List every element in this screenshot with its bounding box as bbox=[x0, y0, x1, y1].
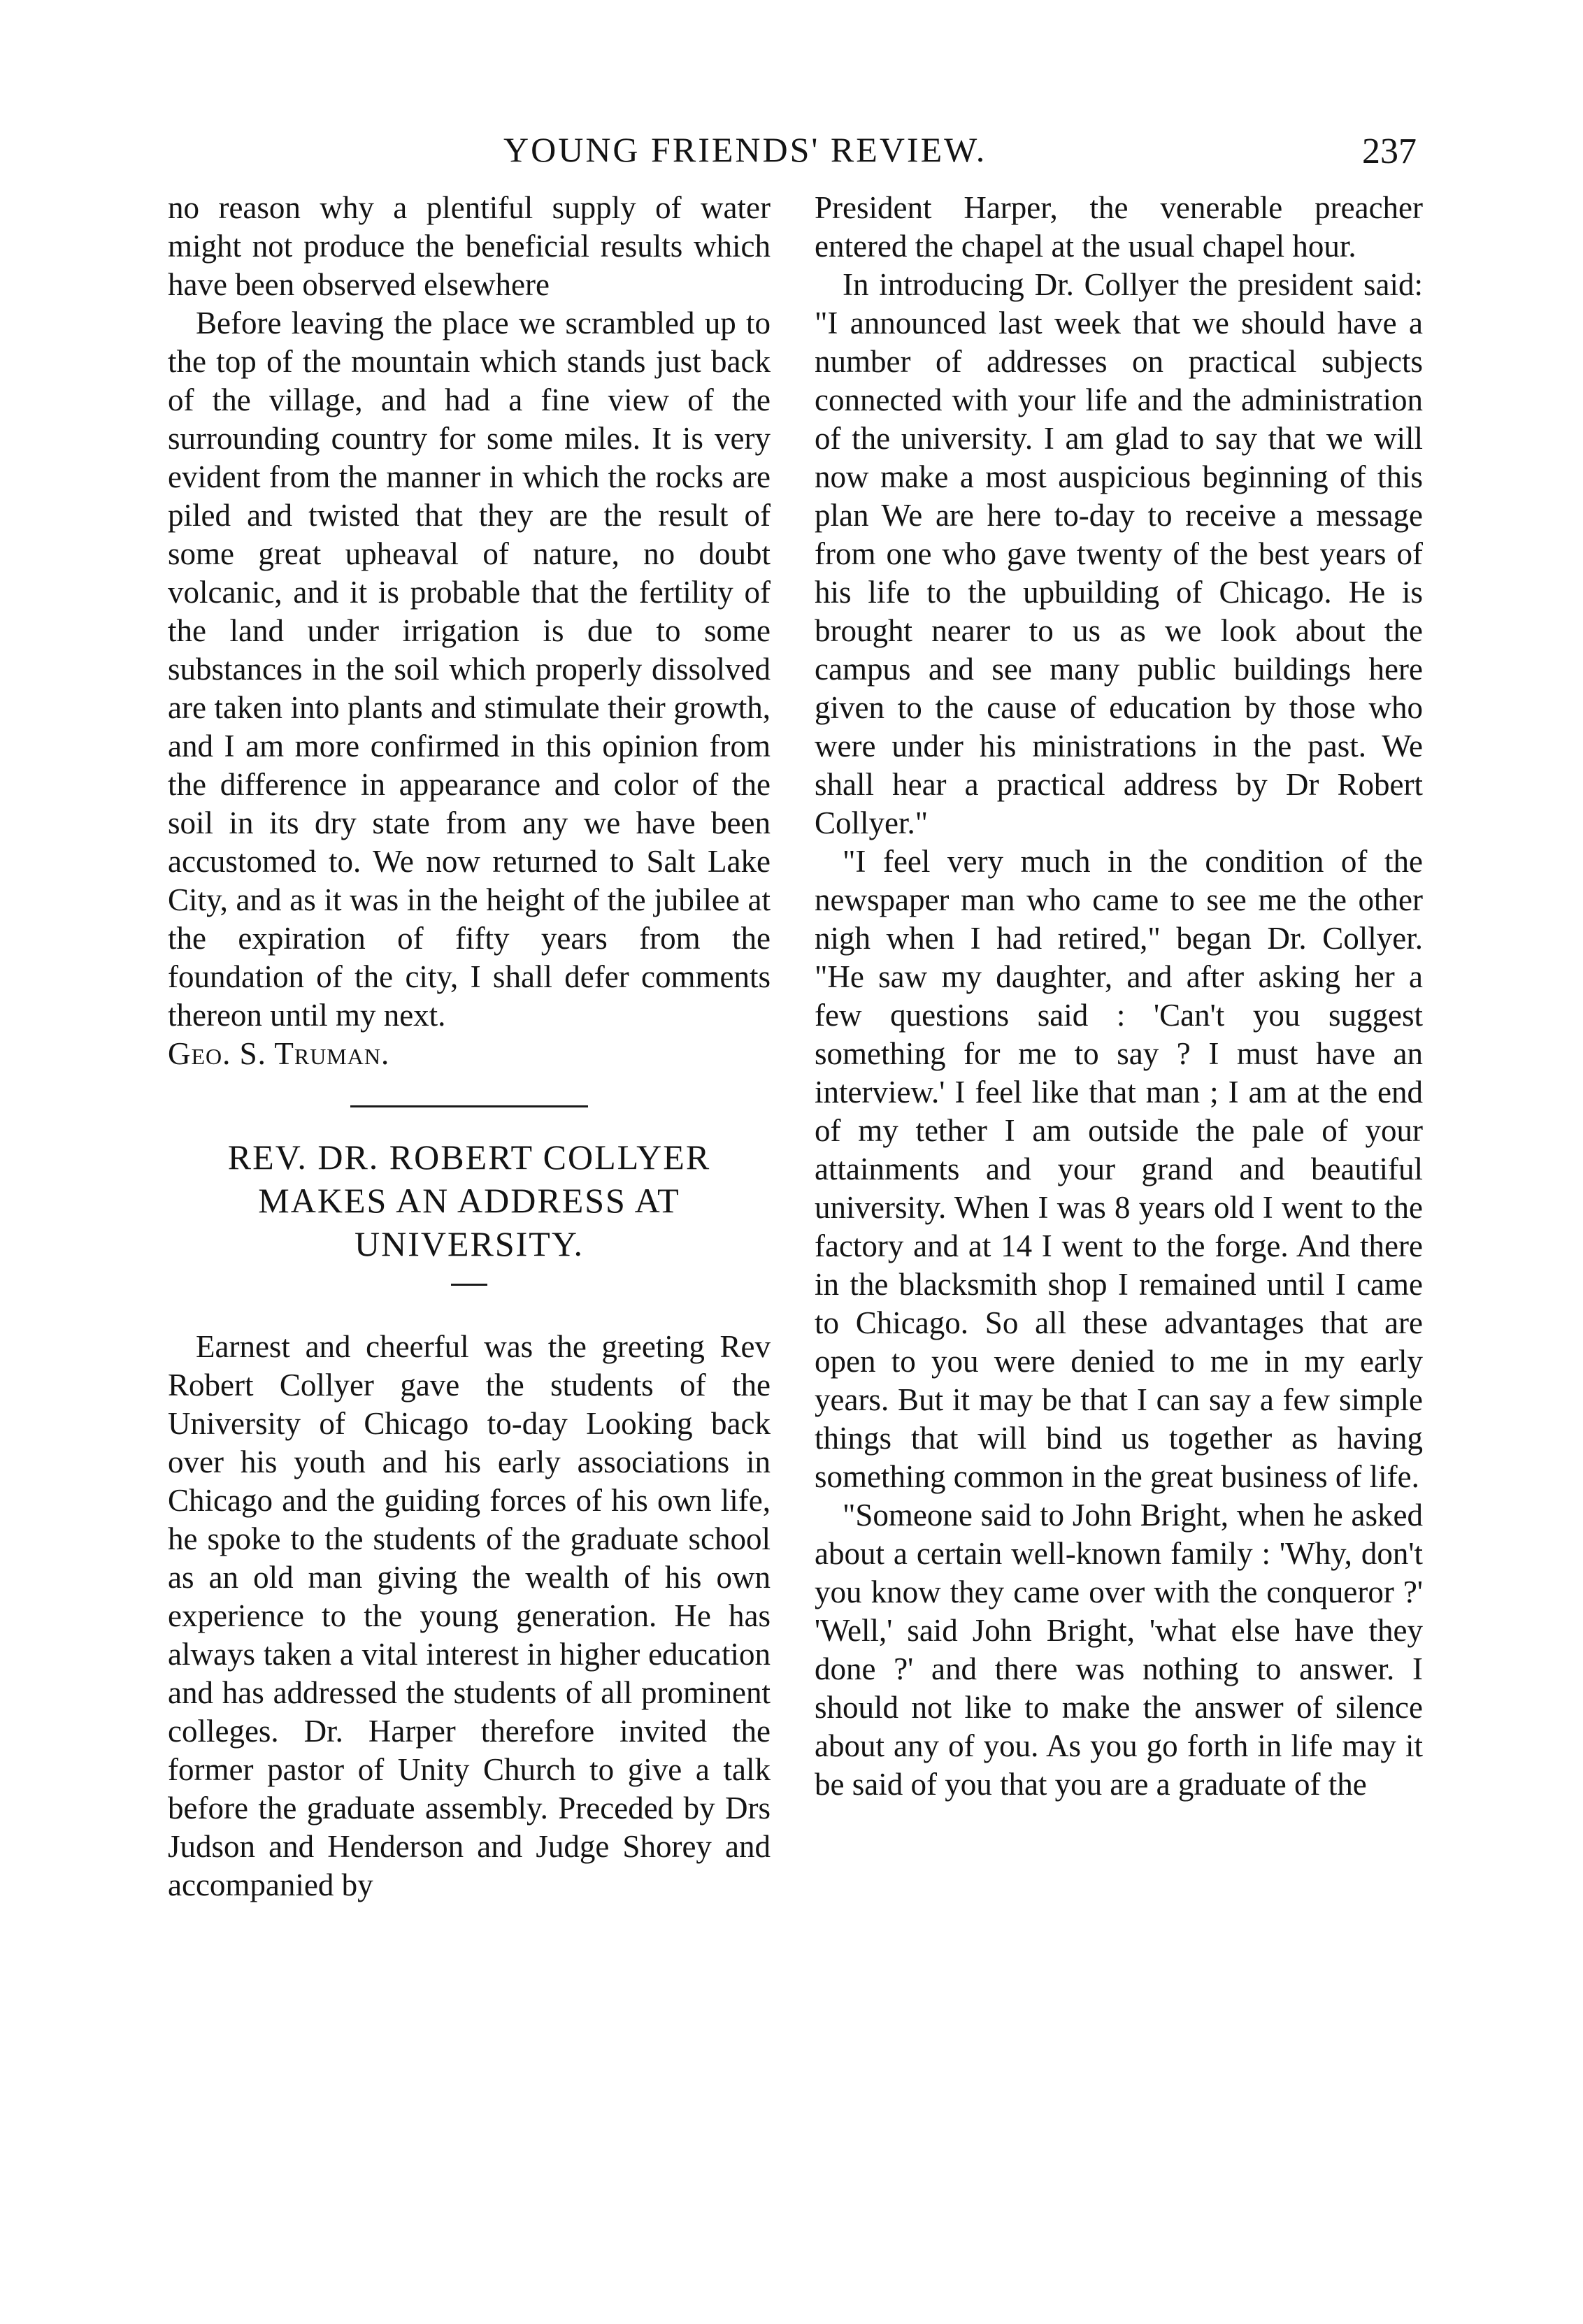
left-column bbox=[168, 189, 771, 1905]
right-column bbox=[815, 189, 1423, 1804]
section-divider bbox=[350, 1105, 588, 1107]
page-header bbox=[0, 129, 1583, 180]
page-number: 237 bbox=[1362, 131, 1417, 171]
paragraph: no reason why a plentiful supply of water might not produce the beneficial results which have been observed elsewhere bbox=[168, 190, 771, 302]
title-divider bbox=[451, 1284, 487, 1286]
paragraph: "I feel very much in the condition of the newspaper man who came to see me the other nigh when I had retired," began Dr. Collyer. "He saw my daughter, and after asking her a few questions said : 'Can't you suggest something for me to say ? I must have an interview.' I feel like that man ; I am at the end of my tether I am outside the pale of your attainments and your grand and beautiful university. When I was 8 years old I went to the factory and at 14 I went to the forge. And there in the blacksmith shop I remained until I came to Chicago. So all these advantages that are open to you were denied to me in my early years. But it may be that I can say a few simple things that will bind us together as having something common in the great business of life. bbox=[815, 844, 1423, 1494]
author-signature: Geo. S. Truman. bbox=[168, 1036, 390, 1071]
article-title-line: UNIVERSITY. bbox=[354, 1224, 585, 1263]
article-title-line: REV. DR. ROBERT COLLYER bbox=[227, 1138, 711, 1177]
paragraph: "Someone said to John Bright, when he asked about a certain well-known family : 'Why, don't you know they came over with the conqueror ?' 'Well,' said John Bright, 'what else have they done ?' and there was nothing to answer. I should not like to make the answer of silence about any of you. As you go forth in life may it be said of you that you are a graduate of the bbox=[815, 1498, 1423, 1802]
article-title bbox=[168, 1135, 771, 1265]
running-title: YOUNG FRIENDS' REVIEW. bbox=[503, 130, 987, 169]
paragraph: Before leaving the place we scrambled up to the top of the mountain which stands just back of the village, and had a fine view of the surrounding country for some miles. It is very evident from the manner in which the rocks are piled and twisted that they are the result of some great upheaval of nature, no doubt volcanic, and it is probable that the fertility of the land under irrigation is due to some substances in the soil which properly dissolved are taken into plants and stimulate their growth, and I am more confirmed in this opinion from the difference in appearance and color of the soil in its dry state from any we have been accustomed to. We now returned to Salt Lake City, and as it was in the height of the jubilee at the expiration of fifty years from the foundation of the city, I shall defer comments thereon until my next. bbox=[168, 306, 771, 1033]
paragraph: In introducing Dr. Collyer the president said: "I announced last week that we should have a number of addresses on practical subjects connected with your life and the administration of the university. I am glad to say that we will now make a most auspicious beginning of this plan We are here to-day to receive a message from one who gave twenty of the best years of his life to the upbuilding of Chicago. He is brought nearer to us as we look about the campus and see many public buildings here given to the cause of education by those who were under his ministrations in the past. We shall hear a practical address by Dr Robert Collyer." bbox=[815, 267, 1423, 840]
article-title-line: MAKES AN ADDRESS AT bbox=[258, 1181, 680, 1220]
paragraph: Earnest and cheerful was the greeting Rev Robert Collyer gave the students of the University of Chicago to-day Looking back over his youth and his early associations in Chicago and the guiding forces of his own life, he spoke to the students of the graduate school as an old man giving the wealth of his own experience to the young generation. He has always taken a vital interest in higher education and has addressed the students of all prominent colleges. Dr. Harper therefore invited the former pastor of Unity Church to give a talk before the graduate assembly. Preceded by Drs Judson and Henderson and Judge Shorey and accompanied by bbox=[168, 1329, 771, 1902]
paragraph: President Harper, the venerable preacher entered the chapel at the usual chapel hour. bbox=[815, 190, 1423, 264]
